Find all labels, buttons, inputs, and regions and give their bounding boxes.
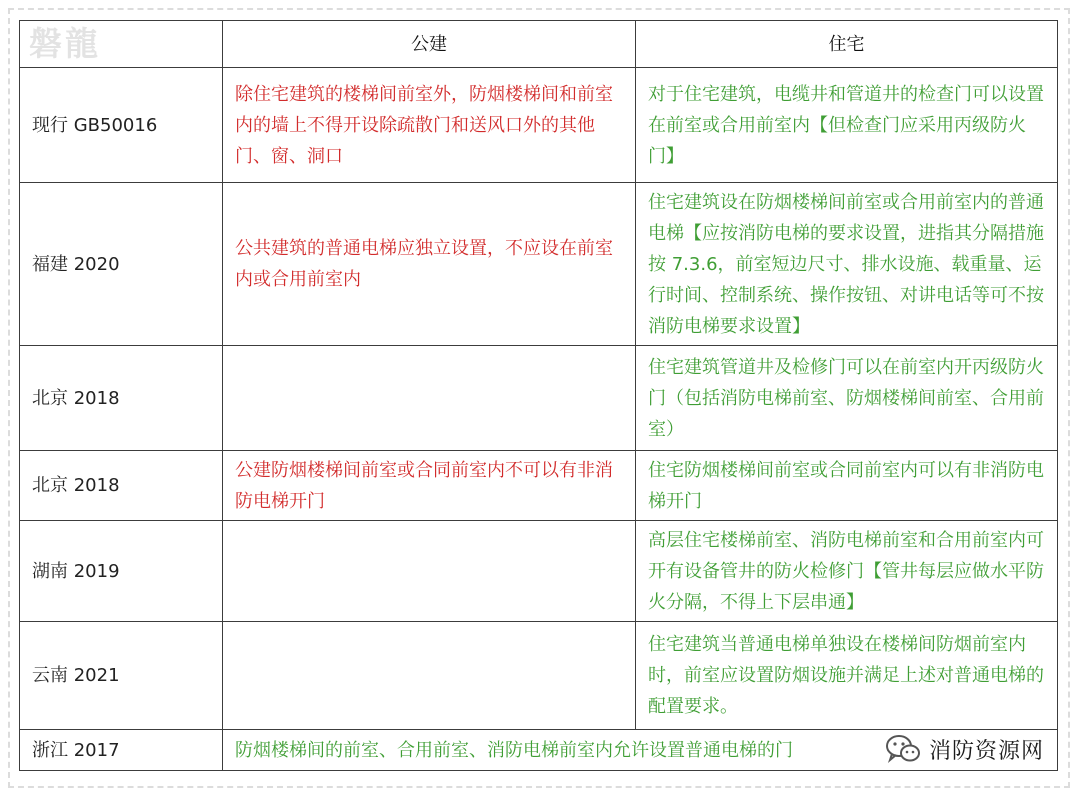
residential-cell: 住宅防烟楼梯间前室或合同前室内可以有非消防电梯开门 (636, 451, 1058, 521)
regulation-comparison-table (19, 20, 1058, 771)
merged-cell: 防烟楼梯间的前室、合用前室、消防电梯前室内允许设置普通电梯的门 (223, 730, 1058, 771)
table-row (20, 346, 1058, 451)
table-row (20, 68, 1058, 183)
panlong-logo: 磐龍 (29, 24, 101, 63)
public-cell: 公共建筑的普通电梯应独立设置，不应设在前室内或合用前室内 (223, 183, 636, 346)
residential-cell: 住宅建筑当普通电梯单独设在楼梯间防烟前室内时，前室应设置防烟设施并满足上述对普通电梯的配置要求。 (636, 622, 1058, 730)
wechat-icon (885, 734, 921, 764)
region-cell: 北京 2018 (20, 451, 223, 521)
header-public: 公建 (223, 21, 636, 68)
watermark-text: 消防资源网 (928, 738, 1044, 764)
logo-cell (20, 21, 223, 68)
region-cell: 浙江 2017 (20, 730, 223, 771)
header-residential: 住宅 (636, 21, 1058, 68)
table-header-row (20, 21, 1058, 68)
public-cell (223, 521, 636, 622)
source-watermark (879, 731, 1048, 767)
public-cell (223, 622, 636, 730)
region-cell: 现行 GB50016 (20, 68, 223, 183)
residential-cell: 高层住宅楼梯前室、消防电梯前室和合用前室内可开有设备管井的防火检修门【管井每层应做水平防火分隔，不得上下层串通】 (636, 521, 1058, 622)
residential-cell: 对于住宅建筑，电缆井和管道井的检查门可以设置在前室或合用前室内【但检查门应采用丙级防火门】 (636, 68, 1058, 183)
residential-cell: 住宅建筑设在防烟楼梯间前室或合用前室内的普通电梯【应按消防电梯的要求设置，进指其分隔措施按 7.3.6，前室短边尺寸、排水设施、载重量、运行时间、控制系统、操作按钮、对讲电话等可不按消防电梯要求设置】 (636, 183, 1058, 346)
public-cell: 除住宅建筑的楼梯间前室外，防烟楼梯间和前室内的墙上不得开设除疏散门和送风口外的其他门、窗、洞口 (223, 68, 636, 183)
region-cell: 福建 2020 (20, 183, 223, 346)
public-cell (223, 346, 636, 451)
region-cell: 北京 2018 (20, 346, 223, 451)
table-row (20, 622, 1058, 730)
public-cell: 公建防烟楼梯间前室或合同前室内不可以有非消防电梯开门 (223, 451, 636, 521)
region-cell: 湖南 2019 (20, 521, 223, 622)
table-row (20, 521, 1058, 622)
table-row (20, 451, 1058, 521)
region-cell: 云南 2021 (20, 622, 223, 730)
residential-cell: 住宅建筑管道井及检修门可以在前室内开丙级防火门（包括消防电梯前室、防烟楼梯间前室、合用前室） (636, 346, 1058, 451)
table-row (20, 183, 1058, 346)
